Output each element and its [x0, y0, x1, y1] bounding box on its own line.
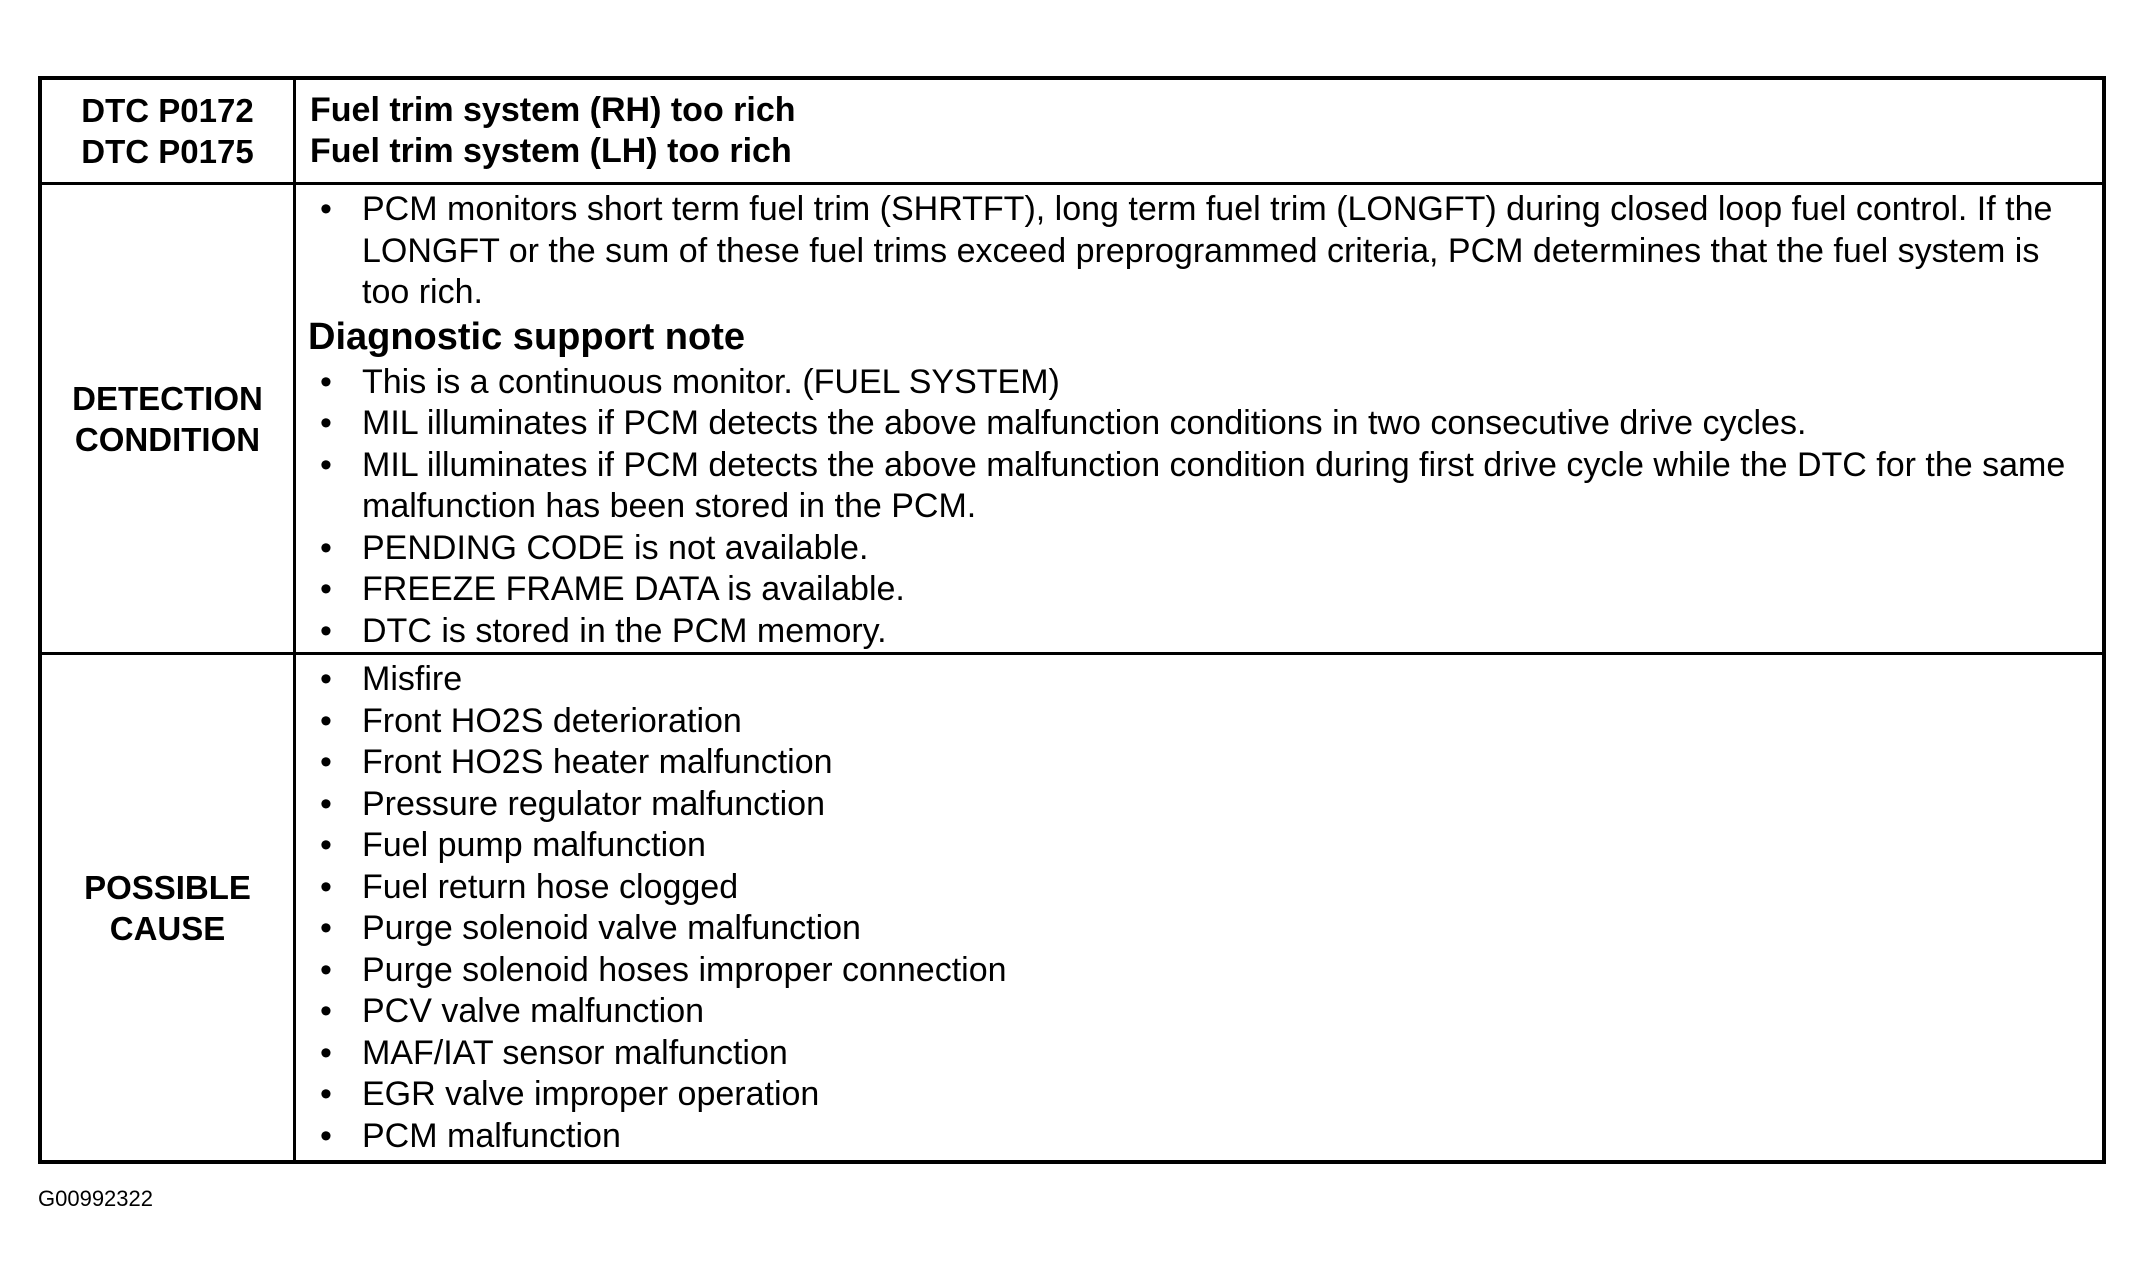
list-item: • PCV valve malfunction [310, 991, 2092, 1033]
dtc-title: Fuel trim system (RH) too rich [310, 91, 796, 129]
list-item: • MIL illuminates if PCM detects the above malfunction condition during first drive cycle while the DTC for the same malfunction has been stored in the PCM. [310, 445, 2092, 528]
list-item: • Purge solenoid valve malfunction [310, 908, 2092, 950]
list-item: • Front HO2S deterioration [310, 701, 2092, 743]
list-item: • This is a continuous monitor. (FUEL SYSTEM) [310, 362, 2092, 404]
detection-condition-content [296, 182, 2102, 652]
list-item: • EGR valve improper operation [310, 1074, 2092, 1116]
diagnostic-note-list [310, 362, 2092, 653]
list-item: • MAF/IAT sensor malfunction [310, 1033, 2092, 1075]
possible-cause-label: POSSIBLE CAUSE [42, 652, 296, 1160]
list-item: • PCM malfunction [310, 1116, 2092, 1158]
possible-cause-content [296, 652, 2102, 1160]
list-item: • DTC is stored in the PCM memory. [310, 611, 2092, 653]
dtc-code: DTC P0172 [81, 92, 254, 129]
dtc-title-cell [296, 80, 2102, 182]
possible-cause-list [310, 659, 2092, 1157]
list-item: • Fuel return hose clogged [310, 867, 2092, 909]
list-item: • PCM monitors short term fuel trim (SHRTFT), long term fuel trim (LONGFT) during closed loop fuel control. If the LONGFT or the sum of these fuel trims exceed preprogrammed criteria, PCM determines that the fuel system is too rich. [310, 189, 2092, 314]
list-item: • PENDING CODE is not available. [310, 528, 2092, 570]
dtc-title: Fuel trim system (LH) too rich [310, 132, 792, 170]
figure-id: G00992322 [38, 1186, 153, 1211]
diagnostic-support-note-heading: Diagnostic support note [308, 315, 745, 358]
list-item: • Misfire [310, 659, 2092, 701]
list-item: • FREEZE FRAME DATA is available. [310, 569, 2092, 611]
list-item: • Pressure regulator malfunction [310, 784, 2092, 826]
dtc-table [38, 76, 2106, 1164]
list-item: • Fuel pump malfunction [310, 825, 2092, 867]
list-item: • Purge solenoid hoses improper connection [310, 950, 2092, 992]
list-item: • Front HO2S heater malfunction [310, 742, 2092, 784]
dtc-code: DTC P0175 [81, 133, 254, 170]
detection-intro-list [310, 189, 2092, 314]
detection-condition-label: DETECTION CONDITION [42, 182, 296, 652]
dtc-code-cell [42, 80, 296, 182]
list-item: • MIL illuminates if PCM detects the above malfunction conditions in two consecutive drive cycles. [310, 403, 2092, 445]
